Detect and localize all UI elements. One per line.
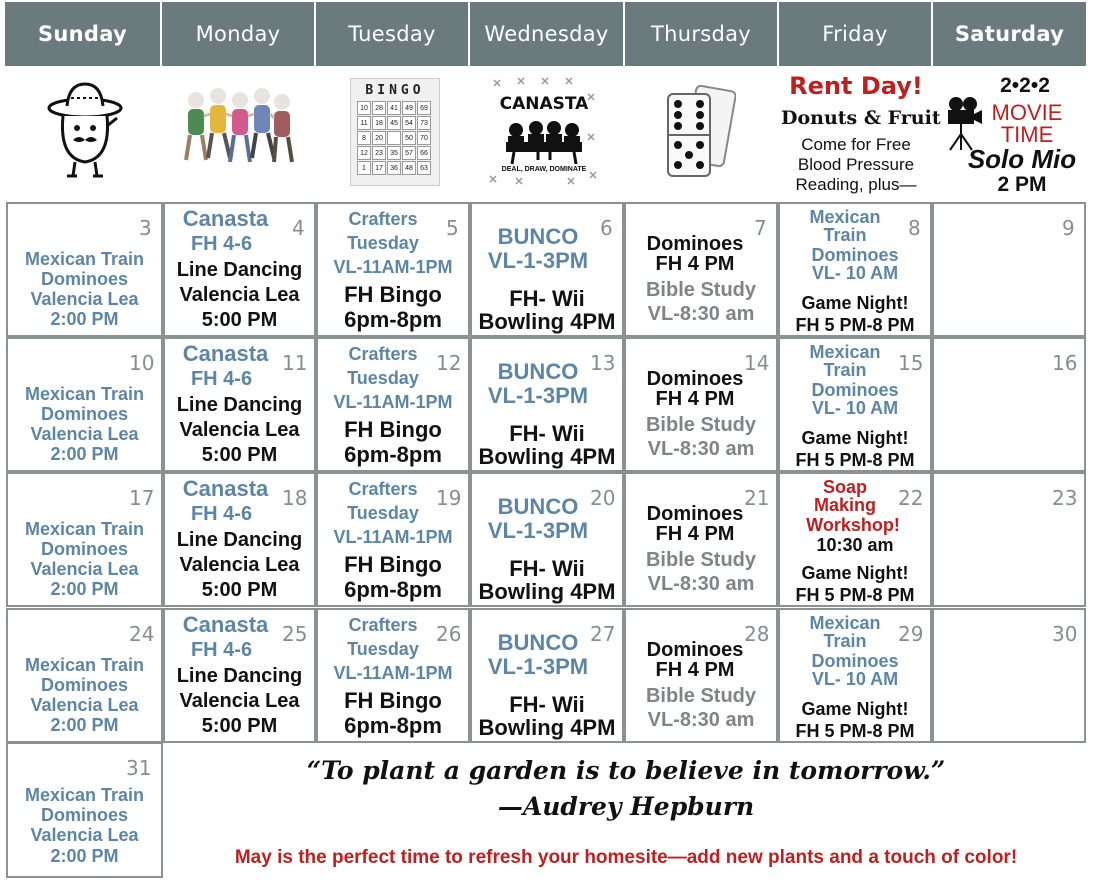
day-number: 31 [126, 756, 152, 780]
event-line: Workshop! [806, 515, 900, 535]
event-line: 5:00 PM [201, 579, 278, 601]
event-line: Line Dancing [176, 259, 303, 281]
event-line: VL-11AM-1PM [333, 392, 453, 412]
movie-time-line1: MOVIE [991, 100, 1063, 125]
event-line: Making [813, 495, 876, 515]
day-number: 22 [898, 486, 924, 510]
event-line: Valencia Lea [30, 695, 139, 715]
event-line: FH 4 PM [655, 523, 735, 545]
event-line: VL-1-3PM [487, 383, 589, 408]
event-line: Bible Study [645, 279, 756, 301]
bingo-number: 41 [387, 101, 401, 115]
event-line: FH 4-6 [190, 368, 253, 390]
day-header-tuesday: Tuesday [316, 2, 468, 66]
dominoes-icon [664, 84, 736, 180]
event-line: Valencia Lea [179, 554, 300, 576]
event-line: Train [823, 360, 867, 380]
event-line: Mexican Train [24, 249, 145, 269]
bingo-number: 8 [357, 131, 371, 145]
bingo-number: 66 [417, 146, 431, 160]
day-number: 6 [600, 216, 613, 240]
movie-date: 2•2•2 [1000, 74, 1050, 97]
bingo-number: 23 [372, 146, 386, 160]
event-line: VL-8:30 am [647, 709, 755, 731]
event-line: BUNCO [497, 630, 579, 655]
event-line: FH Bingo [344, 688, 442, 713]
event-line: 2:00 PM [50, 309, 119, 329]
friday-top-line3: Reading, plus— [795, 175, 917, 194]
event-line: VL-1-3PM [487, 248, 589, 273]
event-line: Mexican [809, 207, 881, 227]
day-number: 10 [129, 351, 155, 375]
event-line: Tuesday [347, 503, 419, 523]
event-line: VL-1-3PM [487, 518, 589, 543]
day-number: 19 [436, 486, 462, 510]
day-header-friday: Friday [779, 2, 931, 66]
event-line: Mexican Train [24, 655, 145, 675]
event-line: 5:00 PM [201, 309, 278, 331]
movie-time-line2: TIME [1000, 122, 1054, 147]
event-line: 10:30 am [816, 535, 894, 555]
day-header-monday: Monday [162, 2, 314, 66]
event-line: 6pm-8pm [344, 442, 442, 467]
event-line: VL-11AM-1PM [333, 257, 453, 277]
event-line: FH 4-6 [190, 639, 253, 661]
event-line: Valencia Lea [179, 690, 300, 712]
event-line: FH Bingo [344, 282, 442, 307]
event-line: Train [823, 225, 867, 245]
event-line: 2:00 PM [50, 715, 119, 735]
day-number: 5 [446, 216, 459, 240]
canasta-logo-tagline: DEAL, DRAW, DOMINATE [501, 166, 587, 173]
bingo-number: 11 [357, 116, 371, 130]
bingo-number: 36 [387, 161, 401, 175]
event-line: FH 5 PM-8 PM [795, 585, 915, 605]
event-line: FH- Wii [509, 692, 585, 717]
event-line: Dominoes [40, 404, 128, 424]
bingo-number: 69 [417, 101, 431, 115]
event-line: FH 4-6 [190, 503, 253, 525]
event-line: 5:00 PM [201, 444, 278, 466]
bingo-number [387, 131, 401, 145]
event-line: 5:00 PM [201, 715, 278, 737]
bingo-number: 50 [402, 131, 416, 145]
friday-top-line1: Come for Free [801, 135, 911, 154]
event-line: Valencia Lea [30, 559, 139, 579]
event-line: 6pm-8pm [344, 577, 442, 602]
event-line: VL-11AM-1PM [333, 527, 453, 547]
bingo-number: 73 [417, 116, 431, 130]
event-line: FH 4 PM [655, 253, 735, 275]
event-line: Bowling 4PM [478, 715, 616, 740]
bingo-card-icon [350, 78, 440, 186]
event-line: Mexican Train [24, 384, 145, 404]
event-line: Line Dancing [176, 529, 303, 551]
bingo-number: 10 [357, 101, 371, 115]
event-line: Dominoes [40, 539, 128, 559]
day-number: 9 [1062, 216, 1075, 240]
event-line: VL-1-3PM [487, 654, 589, 679]
event-line: Dominoes [811, 245, 899, 265]
bingo-number: 54 [402, 116, 416, 130]
event-line: Bible Study [645, 414, 756, 436]
day-number: 11 [282, 351, 308, 375]
day-number: 27 [590, 622, 616, 646]
day-number: 20 [590, 486, 616, 510]
day-number: 17 [129, 486, 155, 510]
bingo-number: 63 [417, 161, 431, 175]
bingo-card-header: BINGO [365, 83, 425, 98]
bingo-number: 20 [372, 131, 386, 145]
event-line: Game Night! [801, 293, 909, 313]
event-line: Mexican [809, 613, 881, 633]
event-line: Crafters [348, 615, 418, 635]
event-line: Bowling 4PM [478, 579, 616, 604]
event-line: Canasta [182, 476, 269, 501]
event-line: FH Bingo [344, 552, 442, 577]
event-line: Tuesday [347, 639, 419, 659]
event-line: 6pm-8pm [344, 307, 442, 332]
event-line: Valencia Lea [30, 825, 139, 845]
event-line: FH 5 PM-8 PM [795, 721, 915, 741]
day-header-saturday: Saturday [933, 2, 1086, 66]
event-line: Game Night! [801, 699, 909, 719]
event-line: BUNCO [497, 224, 579, 249]
event-line: Bible Study [645, 549, 756, 571]
day-number: 14 [744, 351, 770, 375]
event-line: Valencia Lea [30, 289, 139, 309]
bingo-number: 70 [417, 131, 431, 145]
movie-title: Solo Mio [967, 144, 1077, 174]
event-line: VL-11AM-1PM [333, 663, 453, 683]
event-line: Dominoes [811, 651, 899, 671]
day-header-thursday: Thursday [625, 2, 777, 66]
event-line: Dominoes [40, 805, 128, 825]
day-number: 24 [129, 622, 155, 646]
day-number: 21 [744, 486, 770, 510]
event-line: Dominoes [646, 233, 744, 255]
event-line: FH- Wii [509, 421, 585, 446]
event-line: Tuesday [347, 368, 419, 388]
event-line: FH- Wii [509, 286, 585, 311]
event-line: Dominoes [40, 269, 128, 289]
canasta-logo [488, 76, 600, 186]
event-line: Canasta [182, 612, 269, 637]
event-line: 2:00 PM [50, 846, 119, 866]
event-line: FH- Wii [509, 556, 585, 581]
event-line: VL- 10 AM [811, 669, 899, 689]
day-number: 30 [1052, 622, 1078, 646]
day-number: 16 [1052, 351, 1078, 375]
quote-author: —Audrey Hepburn [497, 792, 755, 821]
event-line: Bowling 4PM [478, 309, 616, 334]
day-number: 29 [898, 622, 924, 646]
bingo-number: 49 [402, 101, 416, 115]
day-number: 15 [898, 351, 924, 375]
bingo-number: 35 [387, 146, 401, 160]
day-number: 28 [744, 622, 770, 646]
event-line: Mexican Train [24, 785, 145, 805]
event-line: FH 5 PM-8 PM [795, 450, 915, 470]
event-line: 6pm-8pm [344, 713, 442, 738]
event-line: Dominoes [40, 675, 128, 695]
day-number: 8 [908, 216, 921, 240]
bingo-number: 57 [402, 146, 416, 160]
canasta-logo-title: CANASTA [499, 94, 589, 114]
day-number: 26 [436, 622, 462, 646]
event-line: 2:00 PM [50, 579, 119, 599]
day-number: 13 [590, 351, 616, 375]
event-line: Valencia Lea [179, 284, 300, 306]
event-line: FH 5 PM-8 PM [795, 315, 915, 335]
event-line: FH 4-6 [190, 233, 253, 255]
event-line: VL- 10 AM [811, 398, 899, 418]
event-line: Crafters [348, 479, 418, 499]
day-number: 23 [1052, 486, 1078, 510]
bingo-number: 18 [372, 116, 386, 130]
event-line: Crafters [348, 209, 418, 229]
event-line: 2:00 PM [50, 444, 119, 464]
event-line: Dominoes [811, 380, 899, 400]
event-line: FH Bingo [344, 417, 442, 442]
event-line: Dominoes [646, 503, 744, 525]
event-line: Dominoes [646, 368, 744, 390]
event-line: VL-8:30 am [647, 573, 755, 595]
line-dancers-icon [178, 84, 298, 172]
event-line: Mexican [809, 342, 881, 362]
event-line: Mexican Train [24, 519, 145, 539]
quote-text: “To plant a garden is to believe in tomorrow.” [306, 756, 946, 785]
friday-top-line2: Blood Pressure [797, 155, 915, 174]
day-number: 7 [754, 216, 767, 240]
event-line: Valencia Lea [179, 419, 300, 441]
event-line: Soap [822, 477, 867, 497]
bingo-number: 17 [372, 161, 386, 175]
day-number: 3 [139, 216, 152, 240]
day-number: 12 [436, 351, 462, 375]
sombrero-character-icon [45, 80, 125, 182]
event-line: Bible Study [645, 685, 756, 707]
donuts-fruit-label: Donuts & Fruit [781, 107, 941, 129]
event-line: BUNCO [497, 494, 579, 519]
event-line: Train [823, 631, 867, 651]
event-line: Dominoes [646, 639, 744, 661]
day-number: 25 [282, 622, 308, 646]
day-number: 4 [292, 216, 305, 240]
bingo-number: 12 [357, 146, 371, 160]
event-line: VL-8:30 am [647, 438, 755, 460]
may-note: May is the perfect time to refresh your homesite—add new plants and a touch of color! [234, 847, 1018, 868]
event-line: Line Dancing [176, 394, 303, 416]
day-header-sunday: Sunday [5, 2, 160, 66]
event-line: Line Dancing [176, 665, 303, 687]
event-line: BUNCO [497, 359, 579, 384]
bingo-number: 48 [402, 161, 416, 175]
event-line: Valencia Lea [30, 424, 139, 444]
event-line: VL- 10 AM [811, 263, 899, 283]
event-line: Tuesday [347, 233, 419, 253]
event-line: Canasta [182, 341, 269, 366]
event-line: Canasta [182, 206, 269, 231]
event-line: Bowling 4PM [478, 444, 616, 469]
event-line: VL-8:30 am [647, 303, 755, 325]
event-line: Game Night! [801, 428, 909, 448]
event-line: FH 4 PM [655, 388, 735, 410]
movie-showtime: 2 PM [997, 173, 1047, 196]
bingo-number: 28 [372, 101, 386, 115]
day-number: 18 [282, 486, 308, 510]
bingo-number: 45 [387, 116, 401, 130]
bingo-number: 1 [357, 161, 371, 175]
event-line: FH 4 PM [655, 659, 735, 681]
day-header-wednesday: Wednesday [470, 2, 623, 66]
event-line: Game Night! [801, 563, 909, 583]
event-line: Crafters [348, 344, 418, 364]
rent-day-title: Rent Day! [789, 72, 923, 100]
